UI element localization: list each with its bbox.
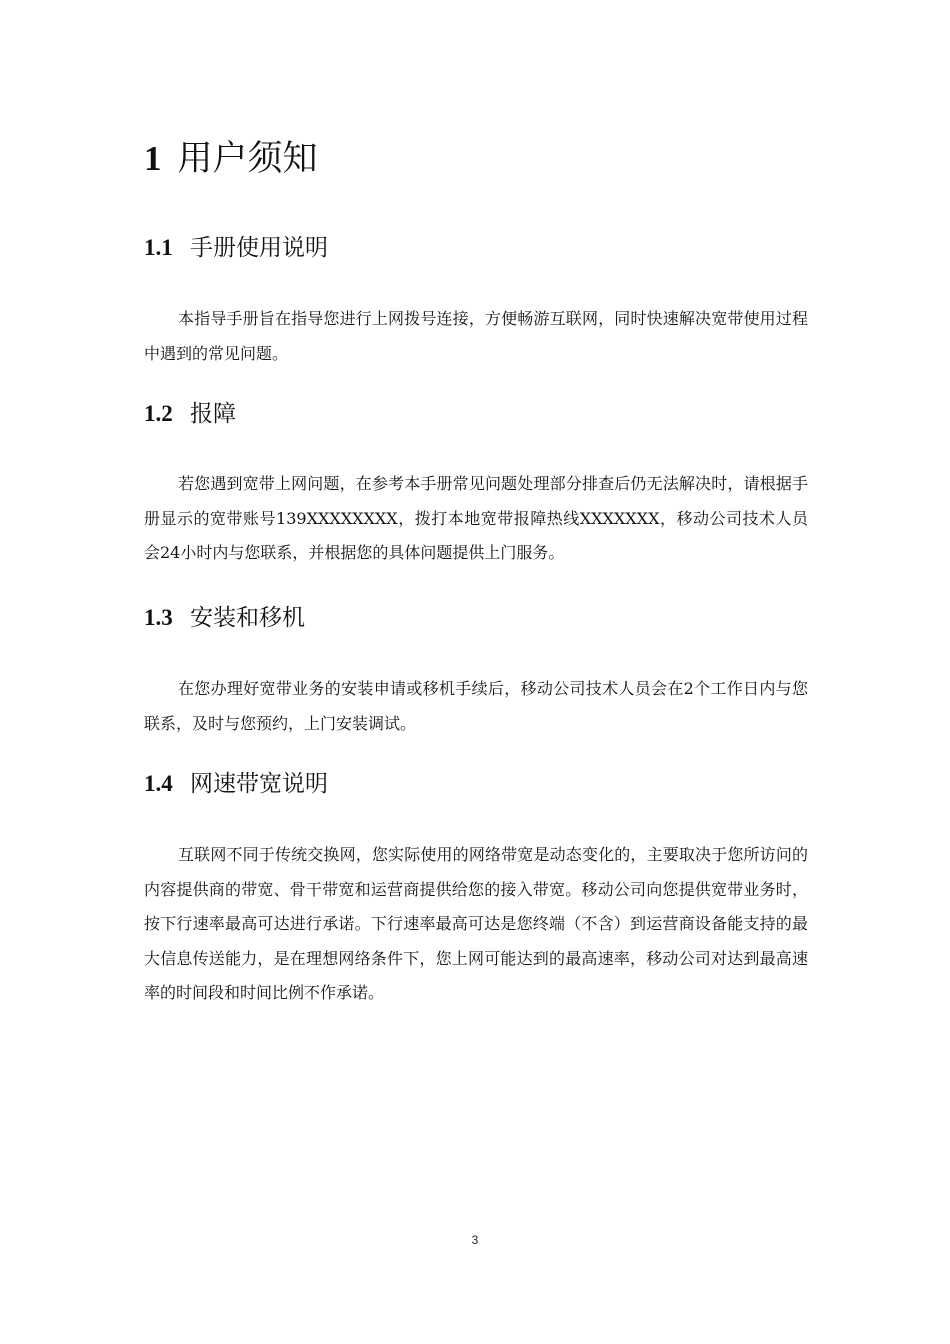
section-body-1-2: 若您遇到宽带上网问题，在参考本手册常见问题处理部分排查后仍无法解决时，请根据手册显示的宽带账号139XXXXXXXX，拨打本地宽带报障热线XXXXXXX，移动公司技术人员会24小时内与您联系，并根据您的具体问题提供上门服务。 xyxy=(144,474,808,562)
section-title: 网速带宽说明 xyxy=(190,771,328,797)
section-heading-1-2 xyxy=(144,397,236,431)
section-number: 1.4 xyxy=(144,771,173,796)
section-heading-1-4 xyxy=(144,767,328,801)
section-body-1-3: 在您办理好宽带业务的安装申请或移机手续后，移动公司技术人员会在2个工作日内与您联系，及时与您预约，上门安装调试。 xyxy=(144,679,808,733)
section-heading-1-3 xyxy=(144,601,305,635)
section-body-1-4: 互联网不同于传统交换网，您实际使用的网络带宽是动态变化的，主要取决于您所访问的内容提供商的带宽、骨干带宽和运营商提供给您的接入带宽。移动公司向您提供宽带业务时，按下行速率最高可达进行承诺。下行速率最高可达是您终端（不含）到运营商设备能支持的最大信息传送能力，是在理想网络条件下，您上网可能达到的最高速率，移动公司对达到最高速率的时间段和时间比例不作承诺。 xyxy=(144,845,808,1002)
chapter-heading xyxy=(144,135,318,183)
section-number: 1.2 xyxy=(144,401,173,426)
section-number: 1.1 xyxy=(144,235,173,260)
chapter-number: 1 xyxy=(144,139,162,178)
chapter-title: 用户须知 xyxy=(177,139,318,179)
section-number: 1.3 xyxy=(144,605,173,630)
page-number: 3 xyxy=(471,1233,479,1247)
section-title: 安装和移机 xyxy=(190,605,305,631)
section-body-1-1: 本指导手册旨在指导您进行上网拨号连接，方便畅游互联网，同时快速解决宽带使用过程中遇到的常见问题。 xyxy=(144,309,808,363)
section-title: 手册使用说明 xyxy=(190,235,328,261)
section-title: 报障 xyxy=(190,401,236,427)
section-heading-1-1 xyxy=(144,231,328,265)
